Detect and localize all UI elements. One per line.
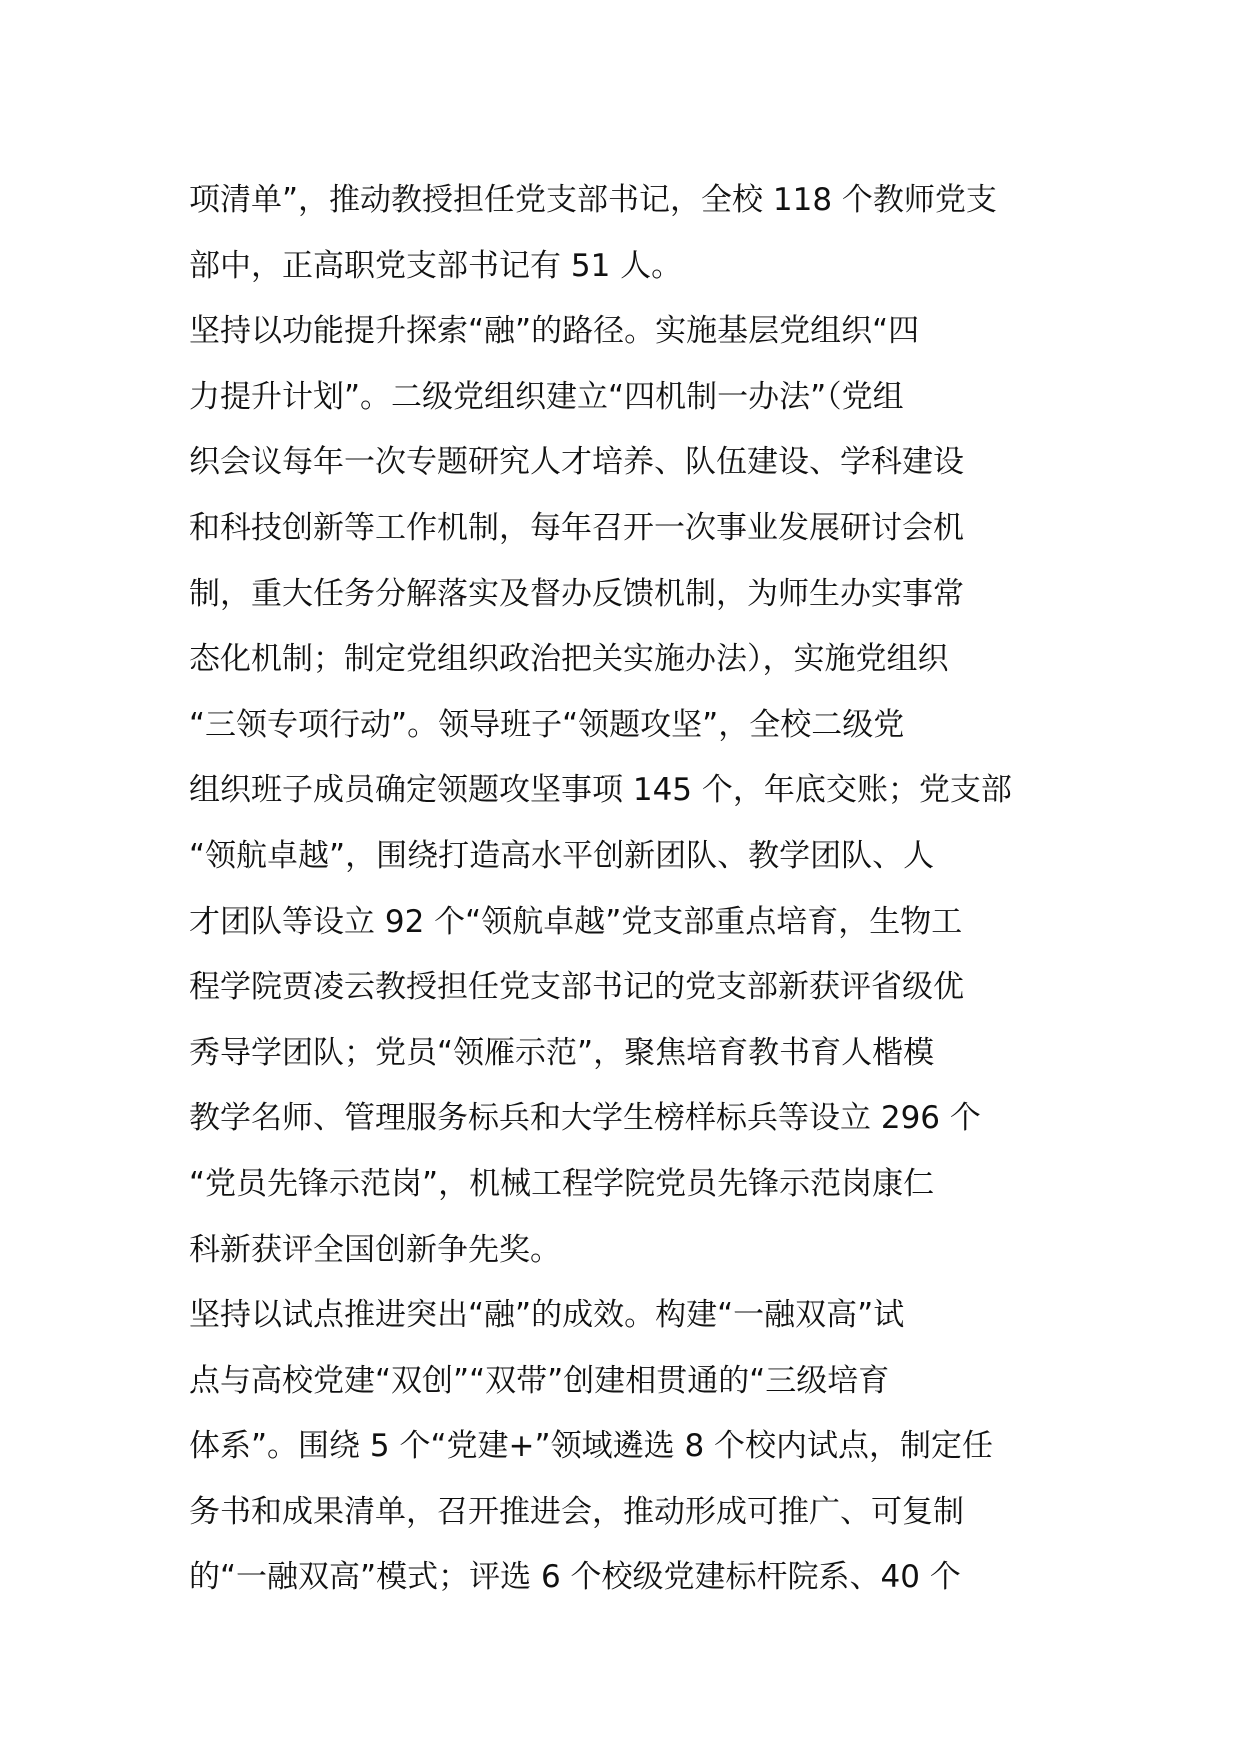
text-line: 秀导学团队；党员“领雁示范”，聚焦培育教书育人楷模 bbox=[189, 1034, 935, 1071]
text-line: 织会议每年一次专题研究人才培养、队伍建设、学科建设 bbox=[189, 444, 964, 481]
text-line: “三领专项行动”。领导班子“领题攻坚”，全校二级党 bbox=[189, 706, 905, 743]
text-line: 组织班子成员确定领题攻坚事项 145 个，年底交账；党支部 bbox=[189, 772, 1012, 809]
text-line: 坚持以功能提升探索“融”的路径。实施基层党组织“四 bbox=[189, 313, 920, 350]
text-line: “党员先锋示范岗”，机械工程学院党员先锋示范岗康仁 bbox=[189, 1165, 935, 1202]
text-line: 的“一融双高”模式；评选 6 个校级党建标杆院系、40 个 bbox=[189, 1559, 961, 1596]
text-line: 才团队等设立 92 个“领航卓越”党支部重点培育，生物工 bbox=[189, 903, 963, 940]
paragraph-1 bbox=[189, 168, 1064, 299]
text-line: 项清单”，推动教授担任党支部书记，全校 118 个教师党支 bbox=[189, 182, 997, 218]
text-line: 和科技创新等工作机制，每年召开一次事业发展研讨会机 bbox=[189, 509, 964, 546]
body-text bbox=[189, 168, 1064, 1611]
text-line: 态化机制；制定党组织政治把关实施办法），实施党组织 bbox=[189, 641, 949, 678]
text-line: 力提升计划”。二级党组织建立“四机制一办法”（党组 bbox=[189, 378, 904, 415]
text-line: 体系”。围绕 5 个“党建+”领域遴选 8 个校内试点，制定任 bbox=[189, 1428, 994, 1465]
text-line: 程学院贾凌云教授担任党支部书记的党支部新获评省级优 bbox=[189, 969, 964, 1006]
paragraph-2 bbox=[189, 299, 1064, 1283]
text-line: 务书和成果清单，召开推进会，推动形成可推广、可复制 bbox=[189, 1493, 964, 1530]
text-line: 坚持以试点推进突出“融”的成效。构建“一融双高”试 bbox=[189, 1297, 905, 1334]
text-line: 科新获评全国创新争先奖。 bbox=[189, 1231, 561, 1268]
paragraph-3 bbox=[189, 1283, 1064, 1611]
text-line: 部中，正高职党支部书记有 51 人。 bbox=[189, 247, 683, 284]
text-line: 制，重大任务分解落实及督办反馈机制，为师生办实事常 bbox=[189, 575, 964, 612]
text-line: 点与高校党建“双创”“双带”创建相贯通的“三级培育 bbox=[189, 1362, 890, 1399]
text-line: 教学名师、管理服务标兵和大学生榜样标兵等设立 296 个 bbox=[189, 1100, 981, 1137]
text-line: “领航卓越”，围绕打造高水平创新团队、教学团队、人 bbox=[189, 837, 935, 874]
